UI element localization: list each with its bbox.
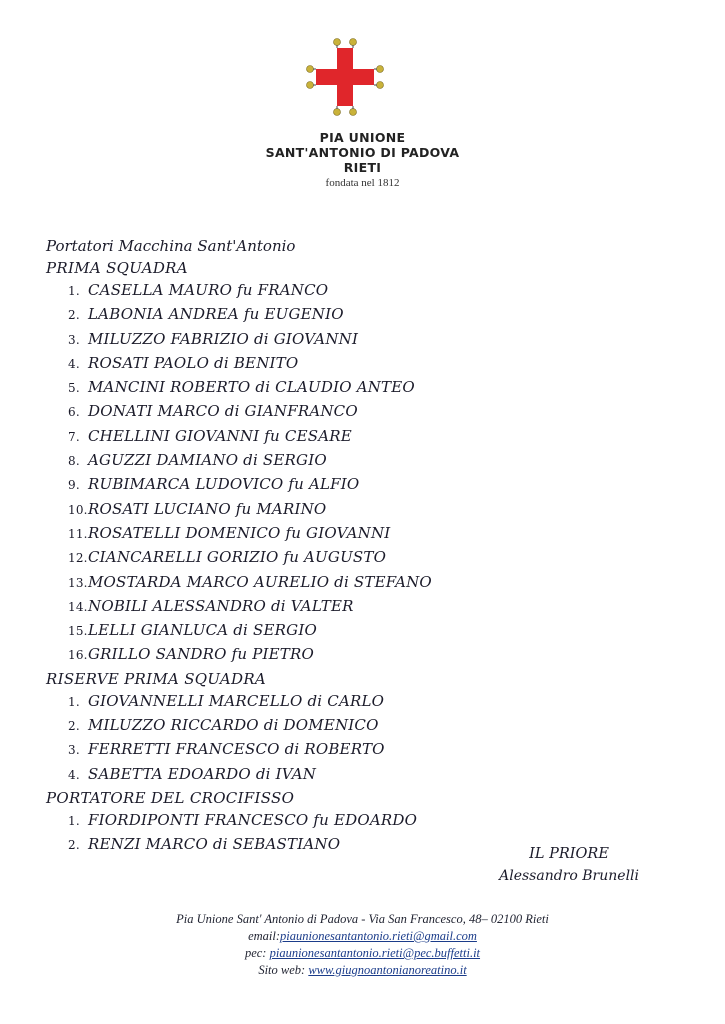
org-city: RIETI — [343, 160, 382, 175]
email-label: email: — [248, 929, 281, 943]
list-item — [46, 279, 686, 303]
bearer-name: LABONIA ANDREA fu EUGENIO — [88, 305, 344, 324]
list-item — [46, 449, 686, 473]
bearer-name: MILUZZO RICCARDO di DOMENICO — [88, 716, 379, 735]
list-item — [46, 522, 686, 546]
bearers-list — [46, 235, 686, 858]
item-number: 11. — [68, 526, 88, 541]
item-number: 9. — [68, 478, 80, 493]
item-number: 10. — [68, 502, 88, 517]
bearer-name: LELLI GIANLUCA di SERGIO — [88, 621, 317, 640]
bearer-name: SABETTA EDOARDO di IVAN — [88, 764, 317, 783]
web-label: Sito web: — [258, 963, 306, 977]
item-number: 1. — [68, 284, 80, 298]
bearer-name: ROSATELLI DOMENICO fu GIOVANNI — [88, 523, 391, 542]
section-title: PRIMA SQUADRA — [46, 259, 188, 277]
item-number: 8. — [68, 454, 80, 469]
item-number: 2. — [68, 838, 80, 853]
footer-pec-line — [0, 945, 725, 962]
item-number: 4. — [68, 767, 80, 782]
list-item — [46, 714, 686, 738]
list-item — [46, 690, 686, 714]
list-item — [46, 473, 686, 497]
list-item — [46, 809, 686, 833]
list-item — [46, 546, 686, 570]
list-item — [46, 425, 686, 449]
list-item — [46, 303, 686, 327]
bearer-name: GRILLO SANDRO fu PIETRO — [88, 645, 314, 664]
list-item — [46, 571, 686, 595]
email-link[interactable]: piaunionesantantonio.rieti@gmail.com — [280, 929, 477, 943]
section-title: RISERVE PRIMA SQUADRA — [46, 669, 267, 688]
bearer-name: FERRETTI FRANCESCO di ROBERTO — [88, 740, 385, 759]
item-number: 14. — [68, 599, 88, 614]
bearer-name: ROSATI PAOLO di BENITO — [88, 353, 299, 372]
item-number: 3. — [68, 743, 80, 758]
item-number: 15. — [68, 624, 88, 639]
bearer-name: MOSTARDA MARCO AURELIO di STEFANO — [88, 572, 432, 591]
footer-email-line — [0, 928, 725, 945]
item-number: 3. — [68, 332, 80, 347]
list-item — [46, 738, 686, 762]
bearer-name: NOBILI ALESSANDRO di VALTER — [88, 596, 354, 615]
list-item — [46, 595, 686, 619]
item-number: 4. — [68, 356, 80, 371]
bearer-name: CASELLA MAURO fu FRANCO — [88, 281, 329, 299]
list-item — [46, 328, 686, 352]
org-name-line-2: SANT'ANTONIO DI PADOVA — [265, 145, 460, 160]
item-number: 1. — [68, 694, 80, 709]
item-number: 2. — [68, 308, 80, 323]
bearer-name: CIANCARELLI GORIZIO fu AUGUSTO — [88, 548, 387, 567]
section-list — [46, 690, 686, 787]
letterhead — [0, 130, 725, 190]
sections-container — [46, 257, 686, 858]
pec-label: pec: — [244, 946, 267, 960]
website-link[interactable]: www.giugnoantonianoreatino.it — [308, 963, 467, 977]
bearer-name: ROSATI LUCIANO fu MARINO — [88, 499, 327, 518]
footer-address: Pia Unione Sant' Antonio di Padova - Via San Francesco, 48– 02100 Rieti — [176, 912, 549, 926]
founded-note: fondata nel 1812 — [325, 177, 400, 189]
item-number: 1. — [68, 813, 80, 828]
bearer-name: CHELLINI GIOVANNI fu CESARE — [88, 426, 352, 445]
bearer-name: MANCINI ROBERTO di CLAUDIO ANTEO — [88, 378, 415, 397]
section-title: PORTATORE DEL CROCIFISSO — [46, 788, 295, 807]
signature-name: Alessandro Brunelli — [499, 868, 639, 884]
bearer-name: AGUZZI DAMIANO di SERGIO — [88, 451, 327, 470]
list-item — [46, 352, 686, 376]
item-number: 13. — [68, 575, 88, 590]
list-item — [46, 498, 686, 522]
signature-title: IL PRIORE — [529, 846, 609, 862]
list-item — [46, 763, 686, 787]
item-number: 2. — [68, 719, 80, 734]
item-number: 16. — [68, 648, 88, 663]
list-item — [46, 619, 686, 643]
list-item — [46, 376, 686, 400]
bearer-name: FIORDIPONTI FRANCESCO fu EDOARDO — [88, 810, 418, 829]
bearer-name: RENZI MARCO di SEBASTIANO — [88, 835, 341, 854]
item-number: 7. — [68, 429, 80, 444]
pec-link[interactable]: piaunionesantantonio.rieti@pec.buffetti.it — [269, 946, 481, 960]
bearer-name: RUBIMARCA LUDOVICO fu ALFIO — [88, 475, 360, 494]
list-item — [46, 400, 686, 424]
item-number: 5. — [68, 381, 80, 396]
document-title: Portatori Macchina Sant'Antonio — [46, 237, 296, 255]
bearer-name: MILUZZO FABRIZIO di GIOVANNI — [88, 329, 359, 348]
bearer-name: DONATI MARCO di GIANFRANCO — [88, 402, 358, 421]
item-number: 6. — [68, 405, 80, 420]
list-item — [46, 643, 686, 667]
bearer-name: GIOVANNELLI MARCELLO di CARLO — [88, 691, 385, 710]
footer — [0, 911, 725, 979]
footer-web-line — [0, 962, 725, 979]
section-list — [46, 279, 686, 668]
org-name-line-1: PIA UNIONE — [319, 130, 406, 145]
signature-block — [499, 843, 639, 887]
item-number: 12. — [68, 551, 88, 566]
red-cross-emblem-icon — [304, 36, 386, 118]
